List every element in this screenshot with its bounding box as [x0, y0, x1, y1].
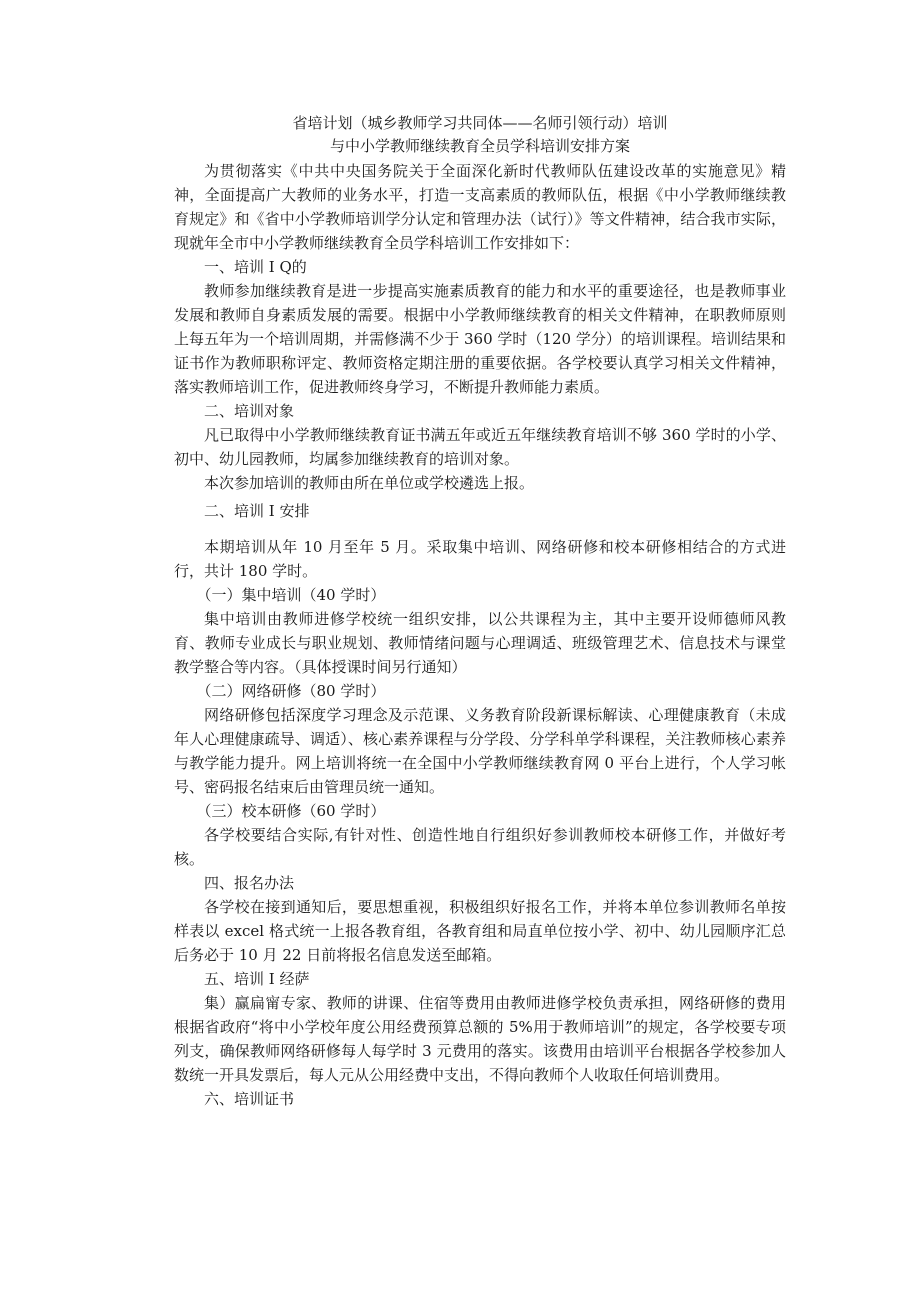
section3-paragraph: 本期培训从年 10 月至年 5 月。采取集中培训、网络研修和校本研修相结合的方式进行，共计 180 学时。 [174, 538, 786, 580]
section1-heading: 一、培训 I Q的 [204, 258, 307, 276]
section2-paragraph-2: 本次参加培训的教师由所在单位或学校遴选上报。 [204, 474, 535, 492]
subsection3-paragraph: 各学校要结合实际,有针对性、创造性地自行组织好参训教师校本研修工作，并做好考核。 [174, 826, 786, 868]
section1-paragraph: 教师参加继续教育是进一步提高实施素质教育的能力和水平的重要途径，也是教师事业发展和教师自身素质发展的需要。根据中小学教师继续教育的相关文件精神，在职教师原则上每五年为一个培训周期，并需修满不少于 360 学时（120 学分）的培训课程。培训结果和证书作为教师职称评定、教师资格定期注册的重要依据。各学校要认真学习相关文件精神，落实教师培训工作，促进教师终身学习，不断提升教师能力素质。 [174, 282, 786, 396]
subsection3-heading: （三）校本研修（60 学时） [196, 802, 386, 820]
document-title-line2: 与中小学教师继续教育全员学科培训安排方案 [329, 137, 630, 155]
subsection2-paragraph: 网络研修包括深度学习理念及示范课、义务教育阶段新课标解读、心理健康教育（未成年人心理健康疏导、调适）、核心素养课程与分学段、分学科单学科课程，关注教师核心素养与教学能力提升。网上培训将统一在全国中小学教师继续教育网 0 平台上进行，个人学习帐号、密码报名结束后由管理员统一通知。 [174, 706, 786, 796]
subsection1-heading: （一）集中培训（40 学时） [196, 586, 386, 604]
section4-paragraph: 各学校在接到通知后，要思想重视，积极组织好报名工作，并将本单位参训教师名单按样表以 excel 格式统一上报各教育组，各教育组和局直单位按小学、初中、幼儿园顺序汇总后务必于 10 月 22 日前将报名信息发送至邮箱。 [174, 898, 786, 964]
section2-heading: 二、培训对象 [204, 402, 295, 420]
section5-heading: 五、培训 I 经萨 [204, 970, 310, 988]
section4-heading: 四、报名办法 [204, 874, 295, 892]
subsection1-paragraph: 集中培训由教师进修学校统一组织安排，以公共课程为主，其中主要开设师德师风教育、教师专业成长与职业规划、教师情绪问题与心理调适、班级管理艺术、信息技术与课堂教学整合等内容。（具体授课时间另行通知） [174, 610, 786, 676]
document-page [174, 112, 786, 1111]
section6-heading: 六、培训证书 [204, 1090, 295, 1108]
section2-paragraph-1: 凡已取得中小学教师继续教育证书满五年或近五年继续教育培训不够 360 学时的小学、初中、幼儿园教师，均属参加继续教育的培训对象。 [174, 426, 786, 468]
subsection2-heading: （二）网络研修（80 学时） [196, 682, 386, 700]
section5-paragraph: 集）赢扁甯专家、教师的讲课、住宿等费用由教师进修学校负责承担，网络研修的费用根据省政府“将中小学校年度公用经费预算总额的 5%用于教师培训”的规定，各学校要专项列支，确保教师网络研修每人每学时 3 元费用的落实。该费用由培训平台根据各学校参加人数统一开具发票后，每人元从公用经费中支出，不得向教师个人收取任何培训费用。 [174, 994, 786, 1084]
document-title-line1: 省培计划（城乡教师学习共同体——名师引领行动）培训 [292, 114, 668, 132]
intro-paragraph: 为贯彻落实《中共中央国务院关于全面深化新时代教师队伍建设改革的实施意见》精神，全面提高广大教师的业务水平，打造一支高素质的教师队伍，根据《中小学教师继续教育规定》和《省中小学教师培训学分认定和管理办法（试行）》等文件精神，结合我市实际，现就年全市中小学教师继续教育全员学科培训工作安排如下： [174, 162, 786, 252]
section3-heading: 二、培训 I 安排 [204, 502, 310, 520]
